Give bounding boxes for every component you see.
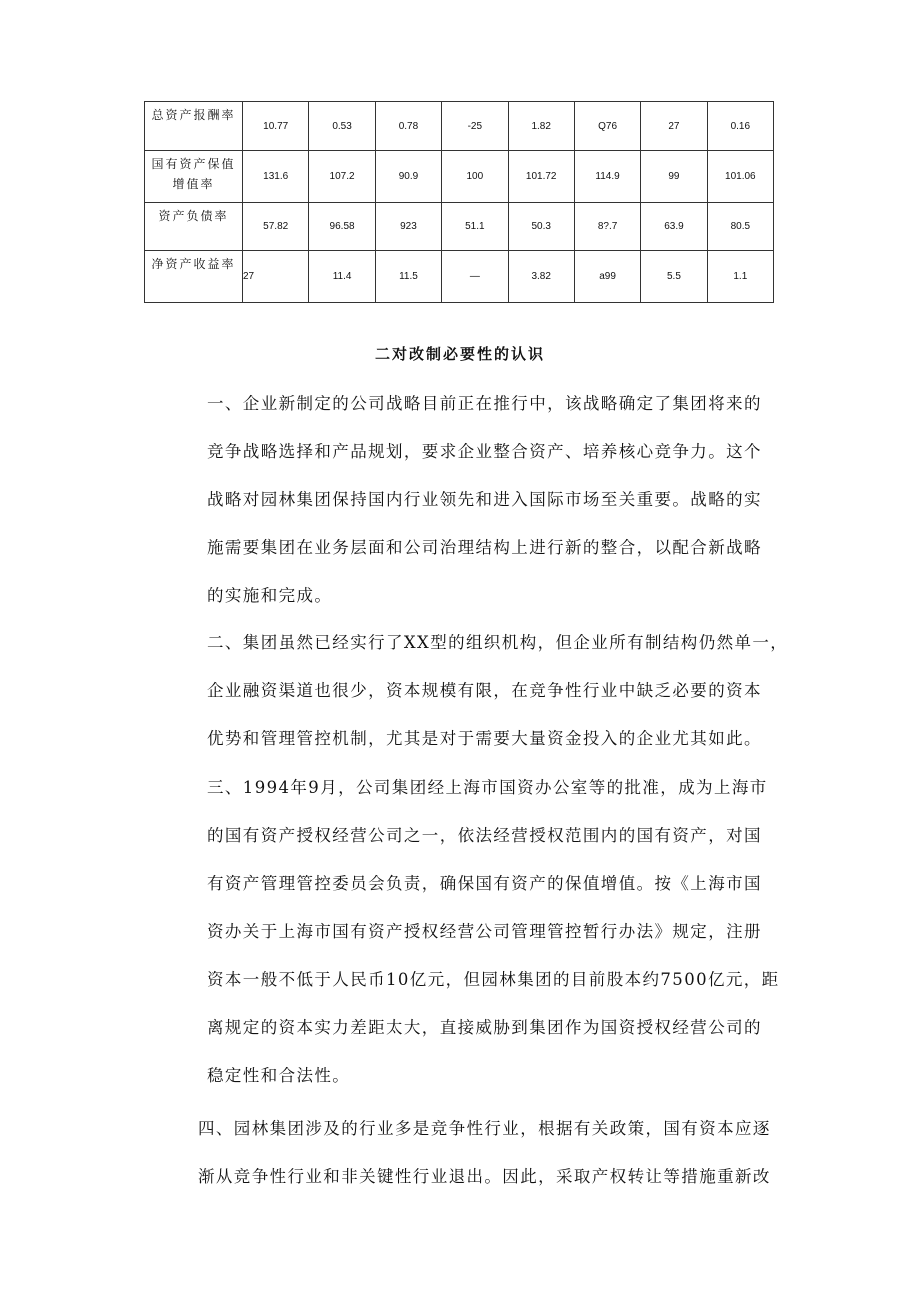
table-cell: 1.82	[508, 102, 574, 151]
table-cell: 0.53	[309, 102, 375, 151]
table-cell: 57.82	[243, 203, 309, 251]
table-cell: 51.1	[442, 203, 508, 251]
table-cell: 101.06	[707, 151, 773, 203]
table-cell: 1.1	[707, 251, 773, 303]
table-cell: 5.5	[641, 251, 707, 303]
table-cell: 99	[641, 151, 707, 203]
table-row	[145, 203, 774, 251]
paragraph-line: 资本一般不低于人民币10亿元，但园林集团的目前股本约7500亿元，距	[207, 970, 780, 989]
paragraph-line: 有资产管理管控委员会负责，确保国有资产的保值增值。按《上海市国	[207, 874, 762, 893]
paragraph-line: 战略对园林集团保持国内行业领先和进入国际市场至关重要。战略的实	[207, 490, 762, 509]
paragraph-line: 渐从竞争性行业和非关键性行业退出。因此，采取产权转让等措施重新改	[198, 1167, 771, 1186]
table-cell: 8?.7	[574, 203, 640, 251]
row-label: 国有资产保值增值率	[145, 151, 243, 203]
table-cell: 27	[641, 102, 707, 151]
paragraph-line: 施需要集团在业务层面和公司治理结构上进行新的整合，以配合新战略	[207, 538, 762, 557]
table-cell: 80.5	[707, 203, 773, 251]
paragraph-line: 资办关于上海市国有资产授权经营公司管理管控暂行办法》规定，注册	[207, 922, 762, 941]
table-cell: 27	[243, 251, 309, 303]
paragraph-line: 的国有资产授权经营公司之一，依法经营授权范围内的国有资产，对国	[207, 826, 762, 845]
table-cell: 3.82	[508, 251, 574, 303]
section-heading: 二对改制必要性的认识	[374, 345, 545, 363]
table-row	[145, 251, 774, 303]
paragraph-line: 三、1994年9月，公司集团经上海市国资办公室等的批准，成为上海市	[207, 778, 768, 797]
table-cell: 50.3	[508, 203, 574, 251]
financial-indicators-table	[144, 101, 774, 303]
table-cell: —	[442, 251, 508, 303]
table-cell: 11.4	[309, 251, 375, 303]
table-row	[145, 102, 774, 151]
table-cell: -25	[442, 102, 508, 151]
table-cell: 101.72	[508, 151, 574, 203]
paragraph-3	[207, 764, 791, 1100]
table-cell: 11.5	[375, 251, 441, 303]
table-cell: 90.9	[375, 151, 441, 203]
paragraph-4	[198, 1105, 792, 1201]
table-cell: 114.9	[574, 151, 640, 203]
paragraph-line: 优势和管理管控机制，尤其是对于需要大量资金投入的企业尤其如此。	[207, 729, 762, 748]
paragraph-line: 二、集团虽然已经实行了XX型的组织机构，但企业所有制结构仍然单一，	[207, 633, 789, 652]
table-cell: a99	[574, 251, 640, 303]
paragraph-1	[207, 380, 791, 620]
table-cell: 131.6	[243, 151, 309, 203]
paragraph-line: 四、园林集团涉及的行业多是竞争性行业，根据有关政策，国有资本应逐	[198, 1119, 771, 1138]
table-row	[145, 151, 774, 203]
paragraph-2	[207, 619, 797, 763]
table-cell: 63.9	[641, 203, 707, 251]
paragraph-line: 竞争战略选择和产品规划，要求企业整合资产、培养核心竞争力。这个	[207, 442, 762, 461]
table-cell: 10.77	[243, 102, 309, 151]
row-label: 总资产报酬率	[145, 102, 243, 151]
paragraph-line: 离规定的资本实力差距太大，直接威胁到集团作为国资授权经营公司的	[207, 1018, 762, 1037]
paragraph-line: 稳定性和合法性。	[207, 1066, 351, 1085]
table-cell: 923	[375, 203, 441, 251]
table-cell: 0.16	[707, 102, 773, 151]
row-label: 资产负债率	[145, 203, 243, 251]
paragraph-line: 的实施和完成。	[207, 586, 333, 605]
table-cell: 96.58	[309, 203, 375, 251]
table-cell: 107.2	[309, 151, 375, 203]
table-cell: Q76	[574, 102, 640, 151]
paragraph-line: 一、企业新制定的公司战略目前正在推行中，该战略确定了集团将来的	[207, 394, 762, 413]
row-label: 净资产收益率	[145, 251, 243, 303]
table-cell: 0.78	[375, 102, 441, 151]
table-cell: 100	[442, 151, 508, 203]
paragraph-line: 企业融资渠道也很少，资本规模有限，在竞争性行业中缺乏必要的资本	[207, 681, 762, 700]
